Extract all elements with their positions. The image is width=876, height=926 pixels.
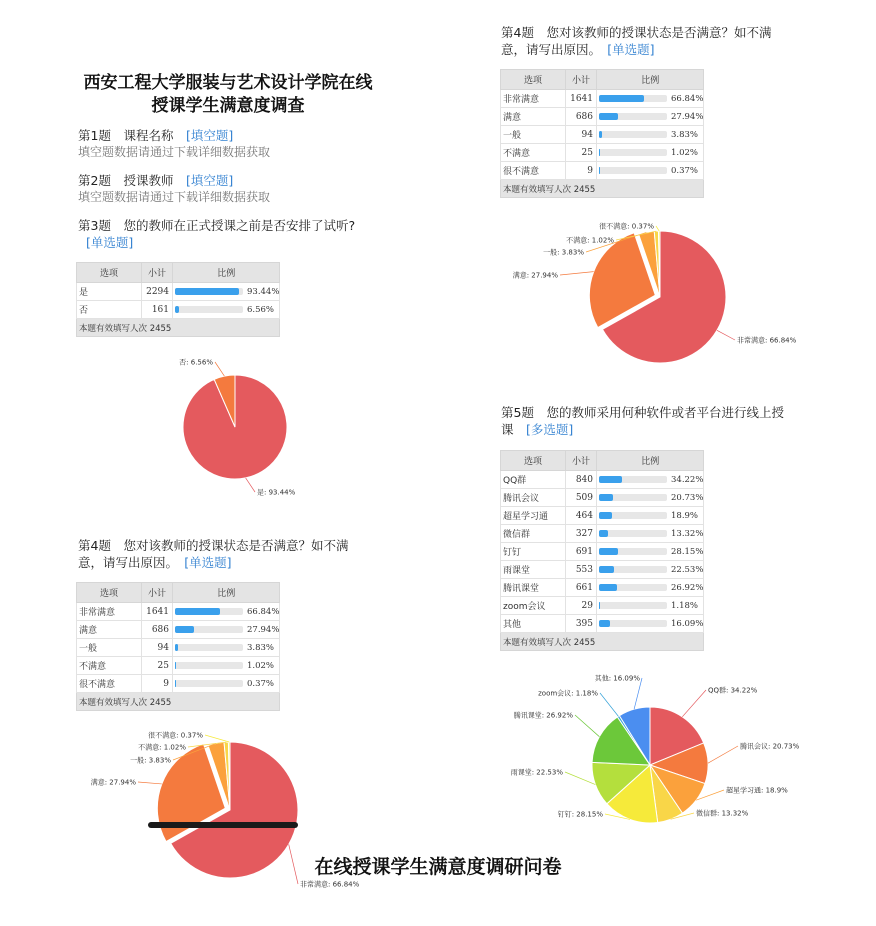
pie-label: 微信群: 13.32% [696, 809, 749, 818]
option-label: 一般 [501, 126, 566, 144]
pie-label: 一般: 3.83% [543, 248, 584, 257]
option-count: 94 [566, 126, 597, 144]
option-count: 691 [566, 543, 597, 561]
table-row [77, 675, 280, 693]
option-count: 25 [142, 657, 173, 675]
pie-label: 不满意: 1.02% [138, 743, 186, 752]
table-row [501, 489, 704, 507]
ratio-percent: 27.94% [671, 112, 703, 122]
ratio-bar-fill [599, 131, 602, 138]
table-row [501, 90, 704, 108]
ratio-bar [599, 476, 667, 483]
ratio-bar-fill [599, 548, 618, 555]
option-count: 661 [566, 579, 597, 597]
option-label: 满意 [501, 108, 566, 126]
table-row [501, 144, 704, 162]
ratio-bar-fill [599, 95, 644, 102]
table-row [77, 603, 280, 621]
page-caption: 在线授课学生满意度调研问卷 [0, 852, 876, 879]
pie-label: 是: 93.44% [257, 488, 296, 497]
option-count: 9 [142, 675, 173, 693]
ratio-percent: 28.15% [671, 547, 703, 557]
question-4-title-left [78, 537, 363, 571]
ratio-percent: 93.44% [247, 287, 279, 297]
option-count: 395 [566, 615, 597, 633]
column-header-option: 选项 [501, 70, 566, 90]
table-row [501, 162, 704, 180]
ratio-percent: 3.83% [247, 643, 274, 653]
question-5-title [501, 404, 791, 438]
ratio-percent: 13.32% [671, 529, 703, 539]
ratio-bar [175, 662, 243, 669]
table-row [501, 597, 704, 615]
pie-label: 不满意: 1.02% [566, 236, 614, 245]
table-row [501, 615, 704, 633]
option-ratio [173, 657, 280, 675]
option-label: 不满意 [77, 657, 142, 675]
ratio-bar-fill [599, 566, 614, 573]
column-header-option: 选项 [501, 451, 566, 471]
pie-leader-line [634, 678, 642, 709]
ratio-percent: 22.53% [671, 565, 703, 575]
option-label: 一般 [77, 639, 142, 657]
question-4-table-left [76, 582, 280, 711]
option-label: 很不满意 [77, 675, 142, 693]
ratio-percent: 16.09% [671, 619, 703, 629]
option-ratio [173, 283, 280, 301]
pie-label: 其他: 16.09% [595, 674, 641, 683]
ratio-bar [599, 149, 667, 156]
pie-label: 很不满意: 0.37% [599, 222, 654, 231]
table-row [501, 561, 704, 579]
question-1-note: 填空题数据请通过下载详细数据获取 [78, 144, 358, 160]
option-count: 686 [566, 108, 597, 126]
ratio-bar [599, 512, 667, 519]
ratio-bar [175, 288, 243, 295]
table-row [77, 301, 280, 319]
table-row [501, 471, 704, 489]
option-label: 满意 [77, 621, 142, 639]
option-ratio [173, 301, 280, 319]
option-label: 很不满意 [501, 162, 566, 180]
ratio-bar-fill [599, 530, 608, 537]
pie-label: 腾讯课堂: 26.92% [514, 711, 574, 720]
question-5-pie-chart [520, 670, 820, 830]
option-count: 1641 [142, 603, 173, 621]
option-ratio [173, 675, 280, 693]
ratio-percent: 1.02% [247, 661, 274, 671]
ratio-bar [599, 131, 667, 138]
option-count: 9 [566, 162, 597, 180]
option-count: 840 [566, 471, 597, 489]
option-ratio [597, 579, 704, 597]
pie-leader-line [717, 330, 735, 340]
option-ratio [173, 639, 280, 657]
pie-label: 否: 6.56% [179, 359, 213, 367]
question-1 [78, 127, 358, 160]
question-3-pie-chart [160, 350, 310, 500]
question-2-note: 填空题数据请通过下载详细数据获取 [78, 189, 358, 205]
pie-label: 满意: 27.94% [513, 271, 559, 280]
option-count: 553 [566, 561, 597, 579]
horizontal-scrollbar[interactable] [148, 822, 298, 828]
ratio-bar [599, 548, 667, 555]
ratio-bar [599, 113, 667, 120]
option-count: 2294 [142, 283, 173, 301]
table-row [501, 525, 704, 543]
pie-label: 一般: 3.83% [130, 756, 171, 765]
option-count: 464 [566, 507, 597, 525]
pie-leader-line [205, 735, 229, 742]
column-header-option: 选项 [77, 583, 142, 603]
option-ratio [597, 489, 704, 507]
option-label: 非常满意 [77, 603, 142, 621]
q3-stats-table [76, 262, 280, 337]
pie-label: zoom会议: 1.18% [538, 689, 598, 698]
option-label: 否 [77, 301, 142, 319]
ratio-bar-fill [175, 288, 239, 295]
question-4-table-right [500, 69, 704, 198]
option-label: 其他 [501, 615, 566, 633]
option-label: 腾讯课堂 [501, 579, 566, 597]
option-ratio [597, 108, 704, 126]
option-label: 非常满意 [501, 90, 566, 108]
table-row [501, 579, 704, 597]
pie-leader-line [215, 362, 224, 376]
ratio-bar-fill [599, 512, 612, 519]
question-3-title [78, 217, 368, 251]
valid-responses-count: 本题有效填写人次 2455 [77, 693, 280, 711]
option-ratio [597, 162, 704, 180]
option-label: 不满意 [501, 144, 566, 162]
ratio-percent: 1.18% [671, 601, 698, 611]
ratio-bar-fill [175, 662, 176, 669]
ratio-percent: 34.22% [671, 475, 703, 485]
pie-leader-line [565, 772, 595, 785]
pie-label: 钉钉: 28.15% [558, 810, 604, 819]
ratio-bar [599, 620, 667, 627]
table-footer [77, 693, 280, 711]
q5-stats-table [500, 450, 704, 651]
question-4-pie-chart-right [520, 212, 800, 372]
option-label: 超星学习通 [501, 507, 566, 525]
pie-label: 满意: 27.94% [91, 778, 137, 787]
ratio-percent: 66.84% [247, 607, 279, 617]
option-ratio [597, 543, 704, 561]
table-row [501, 543, 704, 561]
column-header-count: 小计 [566, 70, 597, 90]
option-label: zoom会议 [501, 597, 566, 615]
ratio-bar [175, 608, 243, 615]
option-ratio [597, 90, 704, 108]
pie-leader-line [656, 226, 659, 231]
ratio-bar [175, 306, 243, 313]
option-count: 1641 [566, 90, 597, 108]
question-2-type: [填空题] [186, 173, 233, 188]
question-4-label: 第4题 您对该教师的授课状态是否满意？如不满意，请写出原因。 [78, 538, 348, 570]
valid-responses-count: 本题有效填写人次 2455 [501, 180, 704, 198]
ratio-bar [599, 167, 667, 174]
ratio-bar [599, 602, 667, 609]
table-row [501, 507, 704, 525]
option-count: 327 [566, 525, 597, 543]
ratio-bar-fill [599, 620, 610, 627]
option-count: 29 [566, 597, 597, 615]
valid-responses-count: 本题有效填写人次 2455 [77, 319, 280, 337]
ratio-bar-fill [599, 149, 600, 156]
pie-leader-line [138, 782, 162, 784]
ratio-percent: 20.73% [671, 493, 703, 503]
ratio-bar [599, 584, 667, 591]
question-5-table [500, 450, 704, 651]
question-1-label: 第1题 课程名称 [78, 128, 173, 143]
option-ratio [173, 621, 280, 639]
option-label: 钉钉 [501, 543, 566, 561]
option-ratio [597, 561, 704, 579]
column-header-option: 选项 [77, 263, 142, 283]
option-ratio [597, 525, 704, 543]
pie-label: 超星学习通: 18.9% [726, 786, 788, 795]
option-count: 94 [142, 639, 173, 657]
pie-leader-line [708, 746, 738, 763]
pie-label: 雨课堂: 22.53% [511, 768, 564, 777]
q4-stats-table [500, 69, 704, 198]
ratio-bar [175, 680, 243, 687]
option-count: 509 [566, 489, 597, 507]
pie-leader-line [246, 478, 255, 492]
survey-title: 西安工程大学服装与艺术设计学院在线授课学生满意度调查 [78, 72, 378, 118]
option-ratio [597, 471, 704, 489]
option-ratio [597, 615, 704, 633]
option-ratio [597, 507, 704, 525]
ratio-bar [599, 494, 667, 501]
table-row [77, 657, 280, 675]
table-row [501, 126, 704, 144]
question-2-label: 第2题 授课教师 [78, 173, 173, 188]
ratio-percent: 1.02% [671, 148, 698, 158]
table-row [77, 283, 280, 301]
table-row [77, 639, 280, 657]
ratio-bar-fill [599, 476, 622, 483]
option-label: QQ群 [501, 471, 566, 489]
pie-leader-line [682, 690, 706, 717]
question-1-type: [填空题] [186, 128, 233, 143]
pie-label: 很不满意: 0.37% [148, 731, 203, 740]
question-5-label: 第5题 您的教师采用何种软件或者平台进行线上授课 [501, 405, 784, 437]
option-label: 微信群 [501, 525, 566, 543]
ratio-bar-fill [599, 494, 613, 501]
option-label: 腾讯会议 [501, 489, 566, 507]
ratio-bar-fill [175, 608, 220, 615]
table-footer [501, 180, 704, 198]
ratio-bar [175, 626, 243, 633]
question-4-type: [单选题] [184, 555, 231, 570]
column-header-ratio: 比例 [597, 451, 704, 471]
ratio-percent: 18.9% [671, 511, 698, 521]
table-row [501, 108, 704, 126]
option-count: 161 [142, 301, 173, 319]
ratio-bar-fill [599, 602, 600, 609]
ratio-bar [599, 530, 667, 537]
ratio-bar-fill [175, 306, 179, 313]
ratio-bar-fill [175, 626, 194, 633]
ratio-bar-fill [599, 584, 617, 591]
option-label: 雨课堂 [501, 561, 566, 579]
question-4-label-right: 第4题 您对该教师的授课状态是否满意？如不满意，请写出原因。 [501, 25, 771, 57]
option-count: 25 [566, 144, 597, 162]
column-header-ratio: 比例 [173, 583, 280, 603]
ratio-bar [175, 644, 243, 651]
pie-leader-line [600, 693, 618, 716]
ratio-bar [599, 566, 667, 573]
option-ratio [597, 144, 704, 162]
option-count: 686 [142, 621, 173, 639]
ratio-percent: 3.83% [671, 130, 698, 140]
question-4-type-right: [单选题] [607, 42, 654, 57]
pie-leader-line [575, 715, 599, 737]
option-ratio [597, 597, 704, 615]
ratio-percent: 6.56% [247, 305, 274, 315]
ratio-bar [599, 95, 667, 102]
table-footer [501, 633, 704, 651]
question-5-type: [多选题] [526, 422, 573, 437]
column-header-ratio: 比例 [173, 263, 280, 283]
table-row [77, 621, 280, 639]
valid-responses-count: 本题有效填写人次 2455 [501, 633, 704, 651]
option-ratio [597, 126, 704, 144]
pie-label: 非常满意: 66.84% [737, 336, 797, 345]
ratio-percent: 0.37% [247, 679, 274, 689]
ratio-percent: 0.37% [671, 166, 698, 176]
pie-label: 非常满意: 66.84% [300, 880, 360, 889]
ratio-percent: 26.92% [671, 583, 703, 593]
question-4-pie-clip [100, 722, 330, 832]
question-3-table [76, 262, 280, 337]
question-3-label: 第3题 您的教师在正式授课之前是否安排了试听? [78, 218, 355, 233]
ratio-percent: 66.84% [671, 94, 703, 104]
column-header-count: 小计 [142, 583, 173, 603]
table-footer [77, 319, 280, 337]
pie-label: QQ群: 34.22% [708, 687, 758, 695]
ratio-bar-fill [175, 644, 178, 651]
ratio-bar-fill [599, 113, 618, 120]
q4-stats-table [76, 582, 280, 711]
pie-label: 腾讯会议: 20.73% [740, 742, 800, 751]
question-4-title-right [501, 24, 786, 58]
option-label: 是 [77, 283, 142, 301]
pie-leader-line [560, 272, 594, 275]
question-2 [78, 172, 358, 205]
column-header-ratio: 比例 [597, 70, 704, 90]
column-header-count: 小计 [142, 263, 173, 283]
ratio-percent: 27.94% [247, 625, 279, 635]
option-ratio [173, 603, 280, 621]
question-3-type: [单选题] [86, 235, 133, 250]
column-header-count: 小计 [566, 451, 597, 471]
